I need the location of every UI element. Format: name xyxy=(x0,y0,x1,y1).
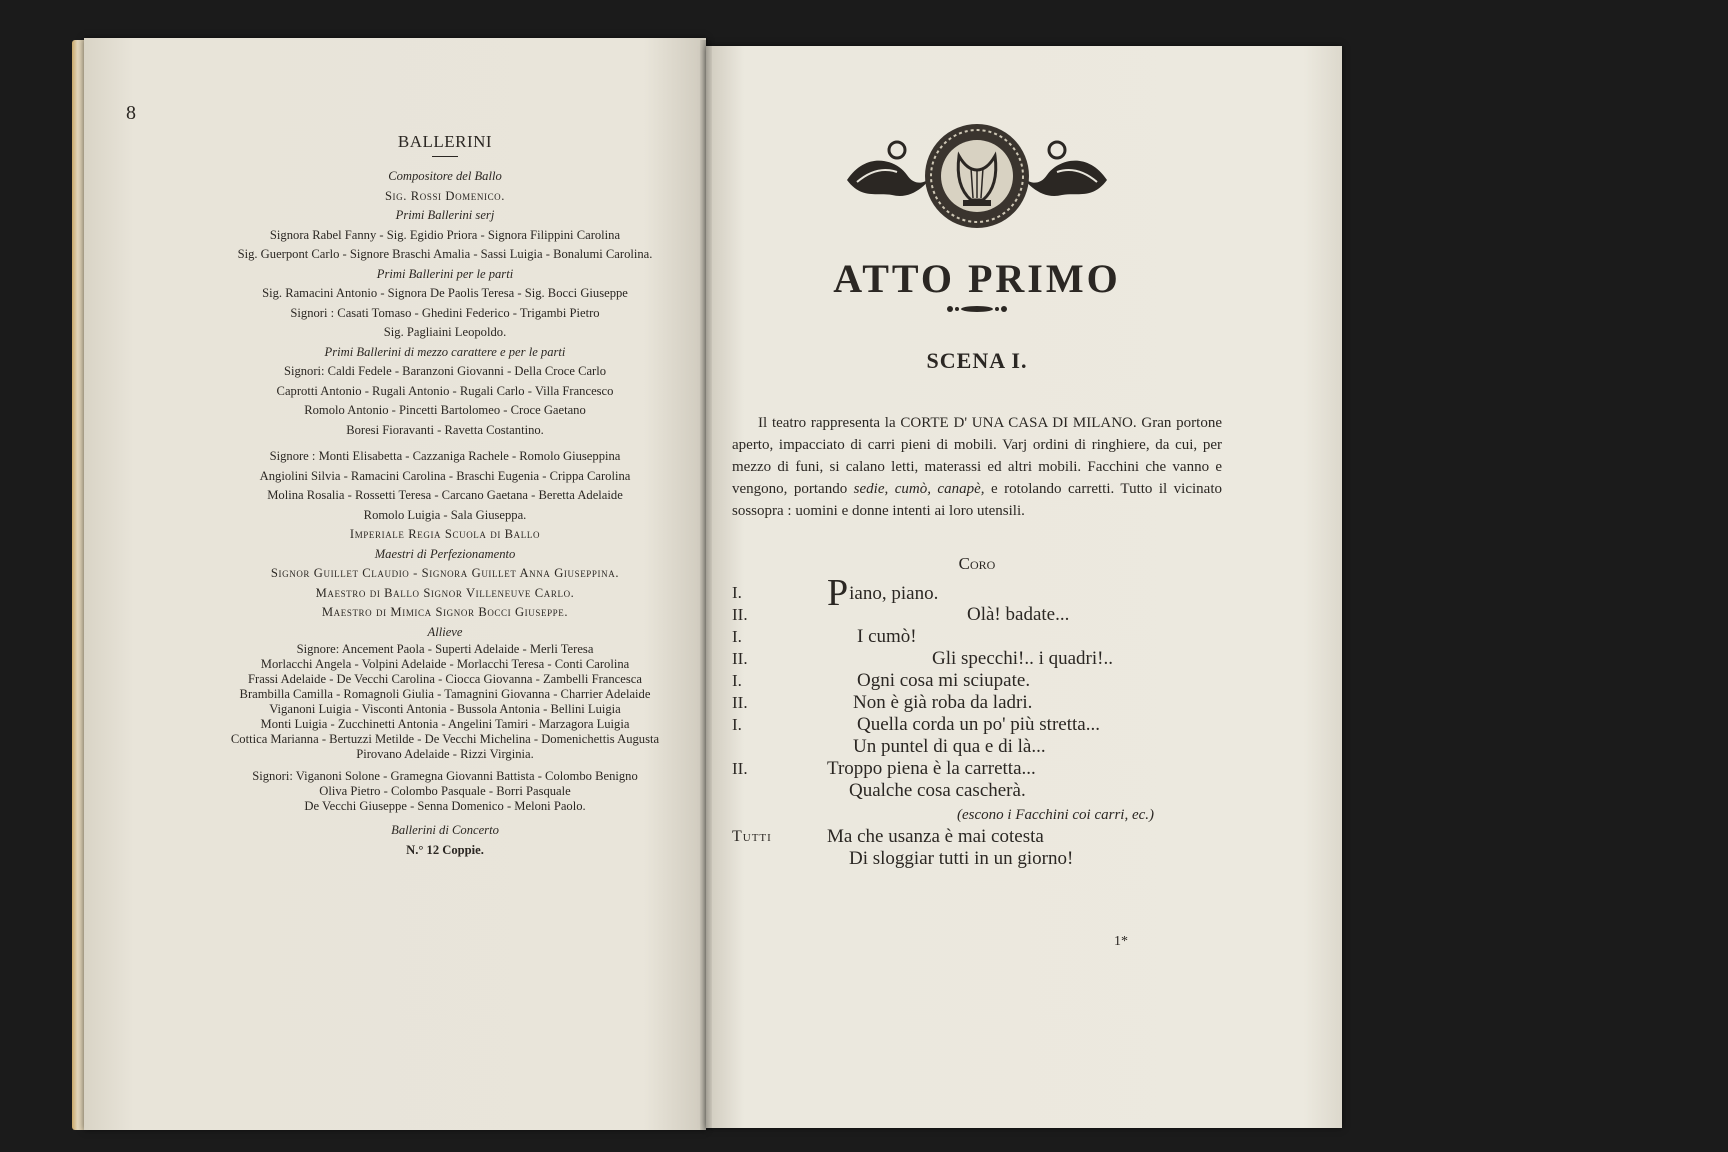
book-gutter xyxy=(700,40,712,1130)
heading-rule xyxy=(432,156,458,158)
verse-line xyxy=(732,626,1222,648)
tutti-verse: Di sloggiar tutti in un giorno! xyxy=(849,848,1074,869)
ballo-line: Maestro di Ballo Signor Villeneuve Carlo. xyxy=(315,585,575,600)
concerto-title: Ballerini di Concerto xyxy=(391,823,499,837)
verse-line xyxy=(732,780,1222,802)
divider-ornament-icon xyxy=(942,302,1012,316)
tutti-label: Tutti xyxy=(732,828,772,845)
mezzo-line: Signori: Caldi Fedele - Baranzoni Giovanni - Della Croce Carlo xyxy=(283,364,607,378)
speaker-label: II. xyxy=(732,759,748,778)
stage-direction-line xyxy=(732,804,1222,826)
signori-line: Oliva Pietro - Colombo Pasquale - Borri Pasquale xyxy=(319,784,571,798)
maestri-title: Maestri di Perfezionamento xyxy=(374,546,516,561)
speaker-label: I. xyxy=(732,715,742,734)
mezzo-line: Caprotti Antonio - Rugali Antonio - Rugali Carlo - Villa Francesco xyxy=(276,383,614,398)
mezzo-line: Romolo Antonio - Pincetti Bartolomeo - Croce Gaetano xyxy=(304,403,586,417)
speaker-label: II. xyxy=(732,693,748,712)
allieve-line: Pirovano Adelaide - Rizzi Virginia. xyxy=(356,747,534,761)
verse-text: I cumò! xyxy=(857,626,917,647)
cast-list xyxy=(200,128,690,860)
lyre-ornament-icon xyxy=(837,120,1117,235)
allieve-title: Allieve xyxy=(427,624,463,639)
allieve-line: Signore: Ancement Paola - Superti Adelaide - Merli Teresa xyxy=(296,642,594,656)
mimica-line: Maestro di Mimica Signor Bocci Giuseppe. xyxy=(321,605,569,619)
parts-line: Sig. Pagliaini Leopoldo. xyxy=(383,325,507,339)
verse-text: iano, piano. xyxy=(849,583,939,604)
signori-line: De Vecchi Giuseppe - Senna Domenico - Meloni Paolo. xyxy=(304,799,586,813)
page-number: 8 xyxy=(126,102,136,124)
verse-line xyxy=(732,572,1222,614)
signore-line: Molina Rosalia - Rossetti Teresa - Carcano Gaetana - Beretta Adelaide xyxy=(267,488,623,502)
serious-line: Sig. Guerpont Carlo - Signore Braschi Amalia - Sassi Luigia - Bonalumi Carolina. xyxy=(237,247,653,261)
verse-text: Non è già roba da ladri. xyxy=(853,692,1033,713)
signore-line: Signore : Monti Elisabetta - Cazzaniga Rachele - Romolo Giuseppina xyxy=(269,449,621,463)
parts-title: Primi Ballerini per le parti xyxy=(376,266,514,281)
verse-text: Ogni cosa mi sciupate. xyxy=(857,670,1031,691)
speaker-label: I. xyxy=(732,671,742,690)
verse-text: Gli specchi!.. i quadri!.. xyxy=(932,648,1113,669)
scene-title: SCENA I. xyxy=(926,348,1028,373)
verse-block xyxy=(732,572,1222,802)
verse-text: Quella corda un po' più stretta... xyxy=(857,714,1100,735)
signature-mark: 1* xyxy=(1114,934,1128,949)
verse-line xyxy=(732,736,1222,758)
speaker-label: I. xyxy=(732,627,742,646)
drop-cap: P xyxy=(827,572,849,614)
mezzo-title: Primi Ballerini di mezzo carattere e per le parti xyxy=(324,344,566,359)
mezzo-line: Boresi Fioravanti - Ravetta Costantino. xyxy=(346,422,544,437)
signore-line: Angiolini Silvia - Ramacini Carolina - Braschi Eugenia - Crippa Carolina xyxy=(259,468,631,483)
concerto-line: N.° 12 Coppie. xyxy=(406,842,484,857)
allieve-line: Morlacchi Angela - Volpini Adelaide - Morlacchi Teresa - Conti Carolina xyxy=(260,657,630,671)
act-title: ATTO PRIMO xyxy=(833,256,1121,301)
verse-line xyxy=(732,714,1222,736)
chorus-title: Coro xyxy=(958,554,996,573)
tutti-verse: Ma che usanza è mai cotesta xyxy=(827,826,1044,847)
verse-text: Un puntel di qua e di là... xyxy=(853,736,1046,757)
tutti-line xyxy=(732,848,1222,870)
libretto-page xyxy=(732,120,1222,870)
composer-name: Sig. Rossi Domenico. xyxy=(384,188,506,203)
verse-line xyxy=(732,670,1222,692)
verse-text: Olà! badate... xyxy=(967,604,1070,625)
verse-text: Troppo piena è la carretta... xyxy=(827,758,1036,779)
verse-line xyxy=(732,692,1222,714)
stage-direction: (escono i Facchini coi carri, ec.) xyxy=(957,807,1155,823)
speaker-label xyxy=(732,736,827,758)
allieve-line: Viganoni Luigia - Visconti Antonia - Bussola Antonia - Bellini Luigia xyxy=(269,702,621,716)
verse-line xyxy=(732,604,1222,626)
scene-description: Il teatro rappresenta la CORTE D' UNA CASA DI MILANO. Gran portone aperto, impacciato di carri pieni di mobili. Varj ordini di ringhiere, da cui, per mezzo di funi, si calano letti, materassi ed altri mobili. Facchini che vanno e vengono, portando sedie, cumò, canapè, e rotolando carretti. Tutto il vicinato sossopra : uomini e donne intenti ai loro utensili. xyxy=(732,415,1222,519)
parts-line: Signori : Casati Tomaso - Ghedini Federico - Trigambi Pietro xyxy=(290,305,600,320)
verse-line xyxy=(732,648,1222,670)
ballerini-heading: BALLERINI xyxy=(397,132,493,151)
verse-line xyxy=(732,758,1222,780)
tutti-line xyxy=(732,826,1222,848)
speaker-label: I. xyxy=(732,583,742,602)
speaker-label xyxy=(732,780,827,802)
serious-line: Signora Rabel Fanny - Sig. Egidio Priora - Signora Filippini Carolina xyxy=(269,227,621,242)
signore-line: Romolo Luigia - Sala Giuseppa. xyxy=(363,507,527,522)
allieve-line: Frassi Adelaide - De Vecchi Carolina - Ciocca Giovanna - Zambelli Francesca xyxy=(248,672,642,686)
serious-title: Primi Ballerini serj xyxy=(395,208,495,222)
allieve-line: Brambilla Camilla - Romagnoli Giulia - Tamagnini Giovanna - Charrier Adelaide xyxy=(239,687,651,701)
school-title: Imperiale Regia Scuola di Ballo xyxy=(349,527,541,541)
parts-line: Sig. Ramacini Antonio - Signora De Paolis Teresa - Sig. Bocci Giuseppe xyxy=(262,286,628,300)
signori-line: Signori: Viganoni Solone - Gramegna Giovanni Battista - Colombo Benigno xyxy=(252,769,638,783)
speaker-label: II. xyxy=(732,605,748,624)
composer-title: Compositore del Ballo xyxy=(388,169,502,183)
allieve-line: Cottica Marianna - Bertuzzi Metilde - De Vecchi Michelina - Domenichettis Augusta xyxy=(230,732,660,746)
allieve-line: Monti Luigia - Zucchinetti Antonia - Angelini Tamiri - Marzagora Luigia xyxy=(260,717,630,731)
maestri-line: Signor Guillet Claudio - Signora Guillet Anna Giuseppina. xyxy=(270,566,620,580)
speaker-label: II. xyxy=(732,649,748,668)
verse-text: Qualche cosa cascherà. xyxy=(849,780,1026,801)
